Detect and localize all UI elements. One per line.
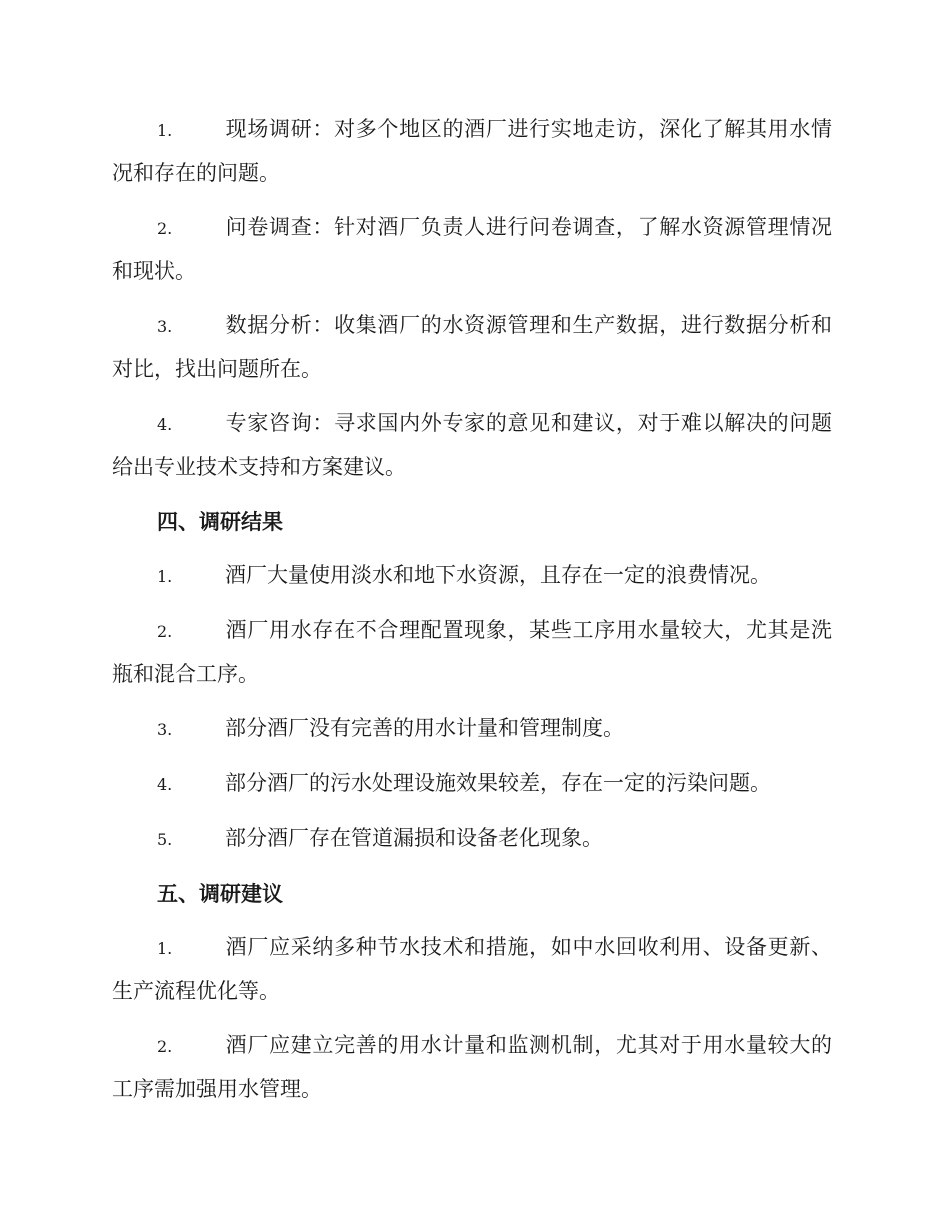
list-text: 问卷调查：针对酒厂负责人进行问卷调查，了解水资源管理情况和现状。 [112,215,832,283]
list-number: 1. [157,567,173,586]
list-item [112,762,832,806]
list-text: 部分酒厂存在管道漏损和设备老化现象。 [225,826,603,850]
list-number: 5. [157,830,173,849]
list-text: 部分酒厂没有完善的用水计量和管理制度。 [225,716,624,740]
list-text: 酒厂用水存在不合理配置现象，某些工序用水量较大，尤其是洗瓶和混合工序。 [112,618,832,686]
section-heading-results: 四、调研结果 [157,509,283,534]
list-item [112,108,832,195]
list-item [112,304,832,391]
list-item [112,554,832,598]
list-item [112,926,832,1013]
list-number: 1. [157,939,173,958]
list-text: 部分酒厂的污水处理设施效果较差，存在一定的污染问题。 [225,771,771,795]
list-text: 专家咨询：寻求国内外专家的意见和建议，对于难以解决的问题给出专业技术支持和方案建议。 [112,411,832,479]
section-heading-suggestions: 五、调研建议 [157,881,283,906]
list-text: 现场调研：对多个地区的酒厂进行实地走访，深化了解其用水情况和存在的问题。 [112,117,832,185]
list-item [112,707,832,751]
list-number: 1. [157,121,173,140]
list-text: 数据分析：收集酒厂的水资源管理和生产数据，进行数据分析和对比，找出问题所在。 [112,313,832,381]
list-text: 酒厂应采纳多种节水技术和措施，如中水回收利用、设备更新、生产流程优化等。 [112,935,832,1003]
list-number: 2. [157,219,173,238]
list-text: 酒厂应建立完善的用水计量和监测机制，尤其对于用水量较大的工序需加强用水管理。 [112,1033,832,1101]
list-item [112,609,832,696]
list-number: 4. [157,415,173,434]
list-number: 2. [157,622,173,641]
list-number: 3. [157,720,173,739]
list-item [112,206,832,293]
list-number: 2. [157,1037,173,1056]
document-body [112,108,832,1122]
list-item [112,817,832,861]
list-number: 4. [157,775,173,794]
list-item [112,1024,832,1111]
list-number: 3. [157,317,173,336]
list-item [112,402,832,489]
list-text: 酒厂大量使用淡水和地下水资源，且存在一定的浪费情况。 [225,563,771,587]
